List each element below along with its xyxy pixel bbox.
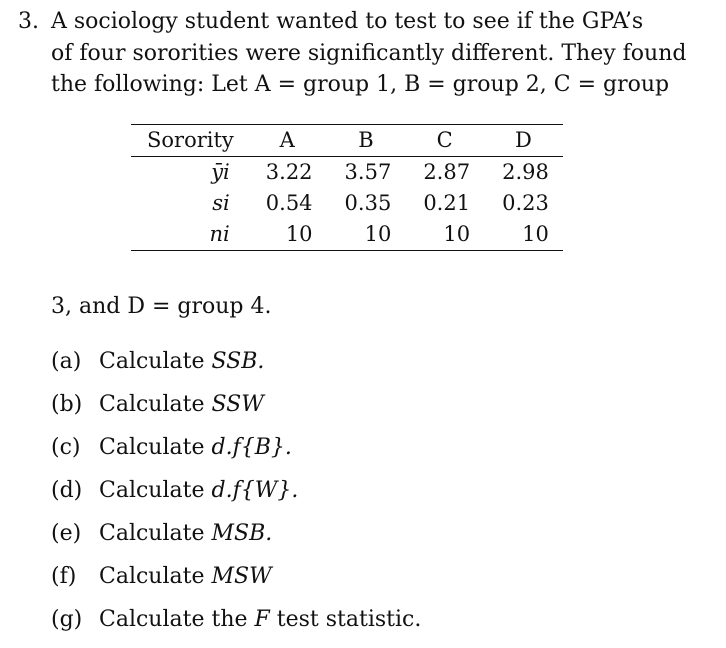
table-row-mean [131, 157, 563, 189]
part-a [51, 346, 421, 389]
part-text: Calculate [99, 392, 205, 417]
header-d: D [515, 128, 532, 152]
cell: 3.22 [265, 160, 313, 184]
part-text: Calculate [99, 564, 205, 589]
row-label-sd: si [212, 191, 230, 215]
part-math: SSB. [211, 349, 265, 374]
header-sorority: Sorority [147, 128, 234, 152]
problem-line-2: of four sororities were significantly different. They found [51, 40, 687, 66]
part-d [51, 475, 421, 518]
cell: 0.21 [423, 191, 471, 215]
problem-line-1 [18, 6, 718, 38]
part-suffix: test statistic. [276, 607, 422, 632]
part-label: (f) [51, 564, 77, 589]
cell: 10 [522, 222, 549, 246]
part-c [51, 432, 421, 475]
cell: 10 [285, 222, 313, 246]
part-f [51, 561, 421, 604]
part-text: Calculate [99, 435, 205, 460]
header-c: C [436, 128, 453, 152]
part-label: (b) [51, 392, 83, 417]
problem-text-1: A sociology student wanted to test to see if the GPA’s [51, 9, 644, 34]
cell: 2.98 [502, 160, 549, 184]
cell: 0.35 [344, 191, 392, 215]
part-math: SSW [211, 392, 264, 417]
table-row-n [131, 219, 563, 251]
cell: 0.54 [265, 191, 313, 215]
header-b: B [358, 128, 374, 152]
table-row-sd [131, 188, 563, 219]
part-g [51, 604, 421, 647]
part-math: d.f{B}. [211, 435, 292, 460]
part-label: (g) [51, 607, 83, 632]
cell: 3.57 [344, 160, 392, 184]
header-a: A [279, 128, 295, 152]
part-e [51, 518, 421, 561]
part-b [51, 389, 421, 432]
problem-number: 3. [18, 9, 39, 34]
problem-statement [18, 6, 718, 101]
problem-line-3: the following: Let A = group 1, B = group 2, C = group [51, 72, 670, 97]
row-label-mean: ȳi [211, 160, 230, 184]
problem-continuation: 3, and D = group 4. [51, 294, 272, 319]
part-label: (a) [51, 349, 82, 374]
part-label: (d) [51, 478, 83, 503]
part-label: (e) [51, 521, 82, 546]
row-label-n: ni [209, 222, 230, 246]
cell: 10 [364, 222, 392, 246]
question-parts [51, 346, 421, 647]
part-label: (c) [51, 435, 81, 460]
part-math: MSB. [211, 521, 273, 546]
part-math: MSW [211, 564, 272, 589]
cell: 10 [443, 222, 471, 246]
cell: 0.23 [502, 191, 549, 215]
part-text: Calculate [99, 521, 205, 546]
part-math: d.f{W}. [211, 478, 299, 503]
part-text: Calculate [99, 349, 205, 374]
part-text: Calculate [99, 478, 205, 503]
part-math: F [254, 607, 270, 632]
table-header-row [131, 125, 563, 157]
part-text: Calculate the [99, 607, 248, 632]
sorority-gpa-table [131, 124, 563, 251]
cell: 2.87 [423, 160, 471, 184]
